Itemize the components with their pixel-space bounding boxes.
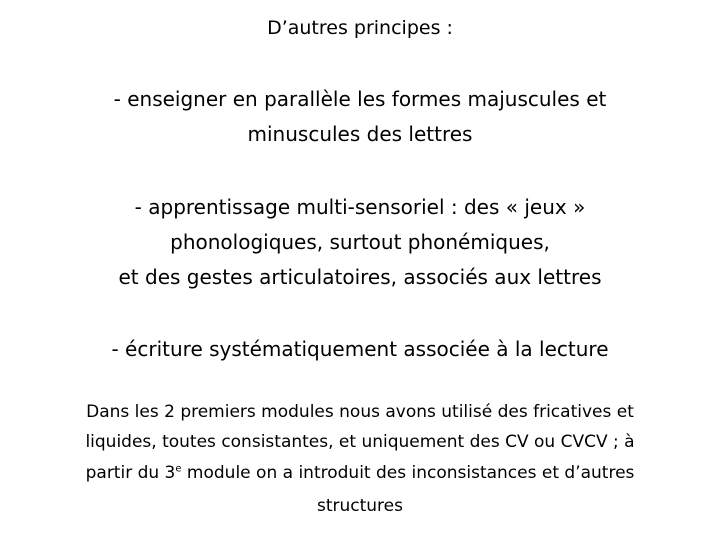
footer-line-2: liquides, toutes consistantes, et uniquement des CV ou CVCV ; à [85,432,635,452]
bullet-2-line-3: et des gestes articulatoires, associés aux lettres [118,265,602,289]
bullet-2-line-1: - apprentissage multi-sensoriel : des « jeux » [134,195,586,219]
footer-line-4: structures [316,496,403,516]
bullet-1-line-2: minuscules des lettres [247,122,473,146]
bullet-2-line-2: phonologiques, surtout phonémiques, [170,230,550,254]
bullet-3-line-1: - écriture systématiquement associée à la lecture [111,337,609,361]
footer-line-3-end: module on a introduit des inconsistances et d’autres [181,463,635,483]
footer-line-3 [0,463,720,483]
slide-title: D’autres principes : [267,17,453,39]
footer-line-1: Dans les 2 premiers modules nous avons utilisé des fricatives et [86,402,634,422]
ordinal-superscript: e [175,463,182,475]
bullet-1-line-1: - enseigner en parallèle les formes majuscules et [113,87,607,111]
footer-line-3-start: partir du 3 [85,463,176,483]
